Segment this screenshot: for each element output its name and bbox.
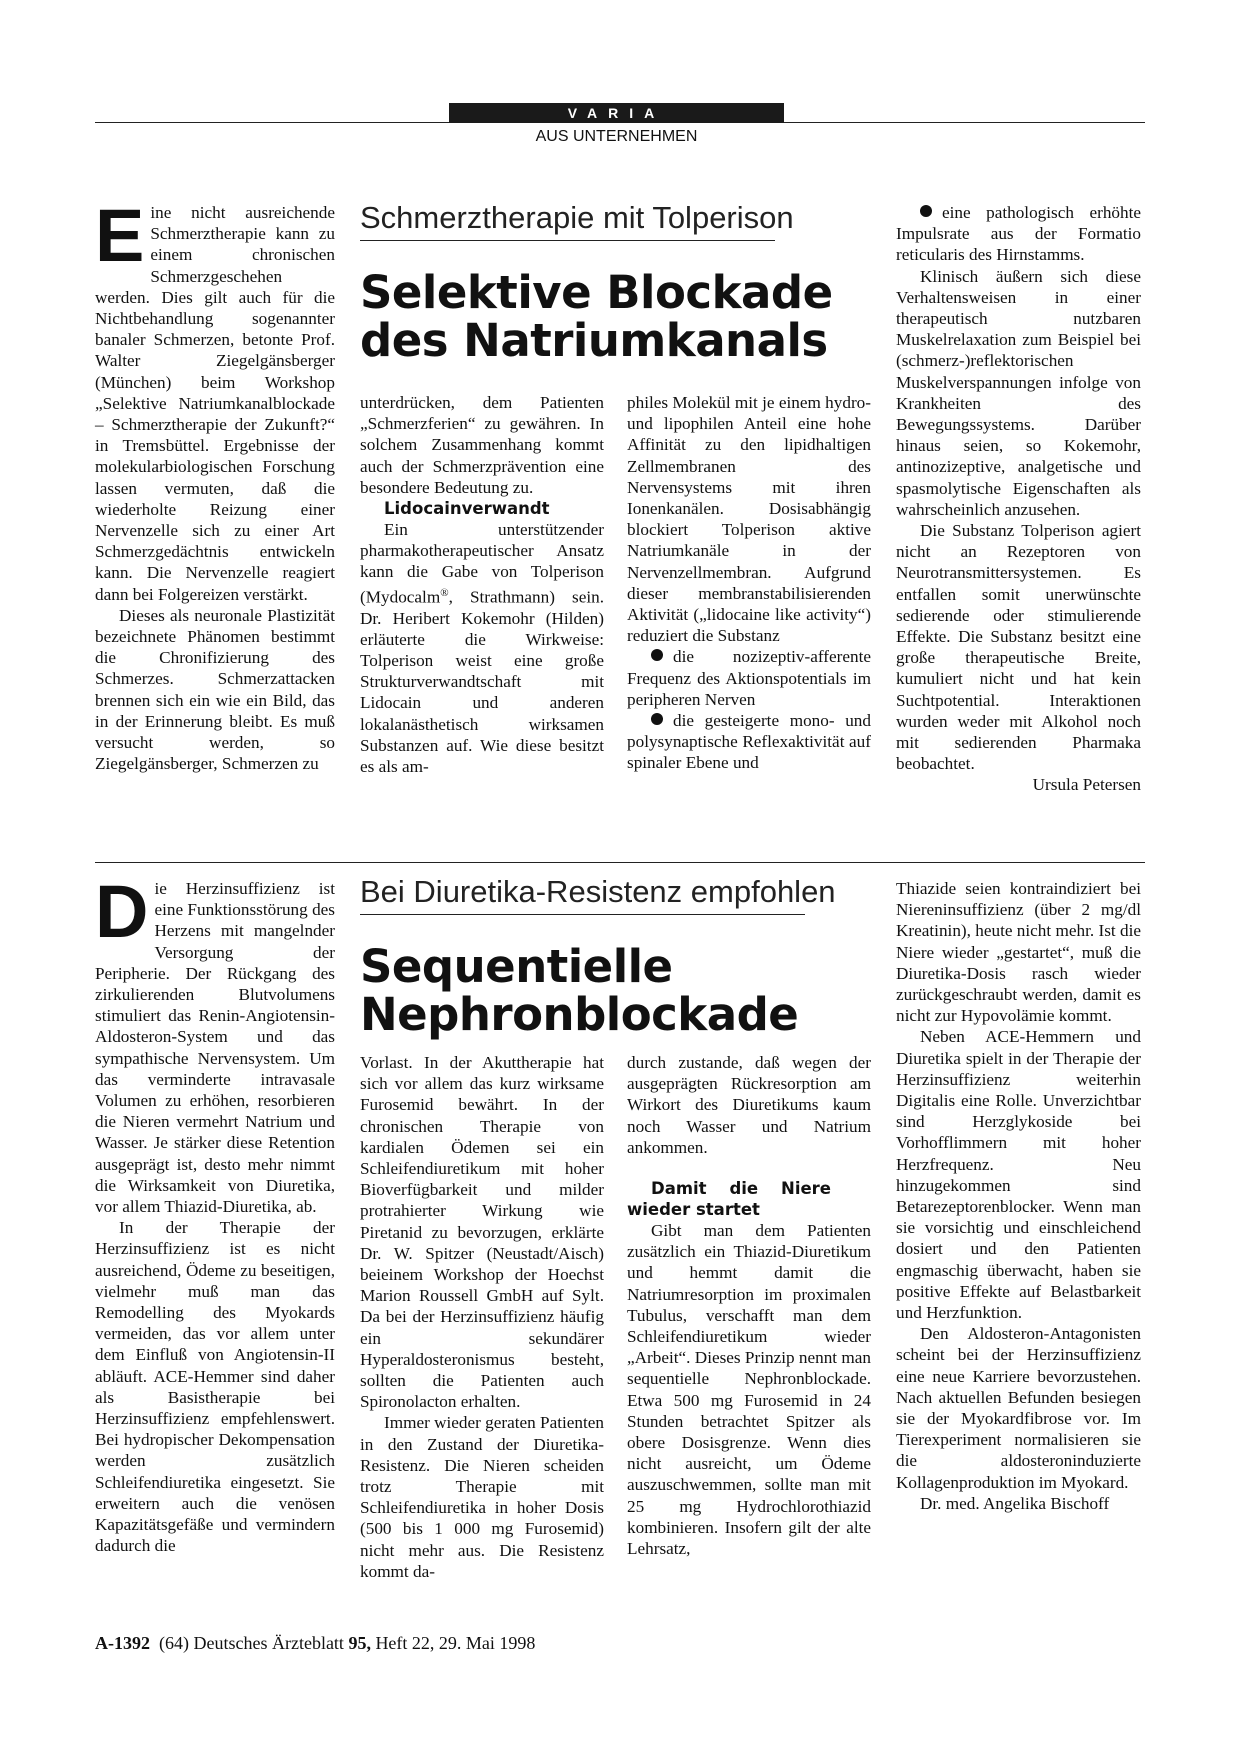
dropcap: E bbox=[95, 194, 145, 277]
article1-paragraph: Die Substanz Tolperison agiert nicht an Rezeptoren von Neurotransmittersystemen. Es entfallen somit unerwünschte sedierende oder stimulierende Effekte. Die Substanz besitzt eine große therapeutische Breite, kumuliert nicht und hat kein Suchtpotential. Interaktionen wurden weder mit Alkohol noch mit sedierenden Pharmaka beobachtet. bbox=[896, 521, 1141, 774]
article1-paragraph: unterdrücken, dem Patienten „Schmerzferien“ zu gewähren. In solchem Zusammenhang kommt auch der Schmerzprävention eine besondere Bedeutung zu. bbox=[360, 393, 604, 497]
issue-date: Heft 22, 29. Mai 1998 bbox=[375, 1633, 536, 1653]
bullet-icon bbox=[920, 205, 932, 217]
article1-bullet: eine pathologisch erhöhte Impulsrate aus der Formatio reticularis des Hirnstamms. bbox=[896, 203, 1141, 265]
article1-bullet: die nozizeptiv-afferente Frequenz des Aktionspotentials im peripheren Nerven bbox=[627, 647, 871, 709]
varia-label: VARIA bbox=[449, 103, 784, 123]
article2-paragraph: durch zustande, daß wegen der ausgeprägten Rückresorption am Wirkort des Diuretikums kaum noch Wasser und Natrium ankommen. bbox=[627, 1053, 871, 1157]
article1-headline-line2: des Natriumkanals bbox=[360, 314, 828, 367]
article1-column-1 bbox=[95, 194, 335, 774]
article1-paragraph: philes Molekül mit je einem hydro- und lipophilen Anteil eine hohe Affinität zu den lipidhaltigen Zellmembranen des Nervensystems mit ihren Ionenkanälen. Dosisabhängig blockiert Tolperison aktive Natriumkanäle in der Nervenzellmembran. Aufgrund dieser membranstabilisierenden Aktivität („lidocaine like activity“) reduziert die Substanz bbox=[627, 393, 871, 646]
registered-mark: ® bbox=[440, 586, 449, 599]
article1-paragraph: Klinisch äußern sich diese Verhaltensweisen in einer therapeutisch nutzbaren Muskelrelaxation zum Beispiel bei (schmerz-)reflektorischen Muskelverspannungen infolge von Krankheiten des Bewegungssystems. Darüber hinaus seien, so Kokemohr, antinozizeptive, analgetische und spasmolytische Eigenschaften als wahrscheinlich anzusehen. bbox=[896, 266, 1141, 519]
article2-column-3 bbox=[627, 1052, 871, 1559]
kicker-underline bbox=[360, 240, 775, 241]
section-title: AUS UNTERNEHMEN bbox=[535, 128, 698, 145]
article1-kicker: Schmerztherapie mit Tolperison bbox=[360, 200, 794, 235]
bullet-icon bbox=[651, 649, 663, 661]
article2-paragraph: ie Herzinsuffizienz ist eine Funktionsstörung des Herzens mit mangelnder Versorgung der Peripherie. Der Rückgang des zirkulierenden Blutvolumens stimuliert das Renin-Angiotensin-Aldosteron-System und das sympathische Nervensystem. Um das verminderte intravasale Volumen zu erhöhen, resorbieren die Nieren vermehrt Natrium und Wasser. Je stärker diese Retention ausgeprägt ist, desto mehr nimmt die Wirksamkeit von Diuretika, vor allem Thiazid-Diuretika, ab. bbox=[95, 879, 335, 1217]
article1-column-4 bbox=[896, 202, 1141, 796]
article1-paragraph: ine nicht ausreichende Schmerztherapie kann zu einem chronischen Schmerzgeschehen werden. Dies gilt auch für die Nichtbehandlung sogenannter banaler Schmerzen, betonte Prof. Walter Ziegelgänsberger (München) beim Workshop „Selektive Natriumkanalblockade – Schmerztherapie der Zukunft?“ in Tremsbüttel. Ergebnisse der molekularbiologischen Forschung lassen vermuten, daß die wiederholte Reizung einer Nervenzelle sich zu einer Art Schmerzgedächtnis entwickeln kann. Die Nervenzelle reagiert dann bei Folgereizen verstärkt. bbox=[95, 203, 335, 604]
article-divider bbox=[95, 862, 1145, 863]
article2-kicker: Bei Diuretika-Resistenz empfohlen bbox=[360, 874, 836, 909]
article2-paragraph: In der Therapie der Herzinsuffizienz ist es nicht ausreichend, Ödeme zu beseitigen, vielmehr muß man das Remodelling des Myokards vermeiden, das vor allem unter dem Einfluß von Angiotensin-II abläuft. ACE-Hemmer sind daher als Basistherapie bei Herzinsuffizienz empfehlenswert. Bei hydropischer Dekompensation werden zusätzlich Schleifendiuretika eingesetzt. Sie erweitern auch die venösen Kapazitätsgefäße und vermindern dadurch die bbox=[95, 1218, 335, 1556]
article2-subhead: Damit die Niere wieder startet bbox=[627, 1179, 831, 1220]
article2-paragraph: Neben ACE-Hemmern und Diuretika spielt in der Therapie der Herzinsuffizienz weiterhin Digitalis eine Rolle. Unverzichtbar sind Herzglykoside bei Vorhofflimmern mit hoher Herzfrequenz. Neu hinzugekommen sind Betarezeptorenblocker. Wenn man sie vorsichtig und einschleichend dosiert und den Patienten engmaschig überwacht, haben sie positive Effekte auf Belastbarkeit und Herzfunktion. bbox=[896, 1027, 1141, 1323]
article1-bullet: die gesteigerte mono- und polysynaptische Reflexaktivität auf spinaler Ebene und bbox=[627, 711, 871, 773]
article2-headline-line2: Nephronblockade bbox=[360, 988, 799, 1041]
article2-column-1 bbox=[95, 870, 335, 1557]
article2-author: Dr. med. Angelika Bischoff bbox=[920, 1493, 1110, 1513]
article2-paragraph: Immer wieder geraten Patienten in den Zustand der Diuretika-Resistenz. Die Nieren scheiden trotz Therapie mit Schleifendiuretika in hoher Dosis (500 bis 1 000 mg Furosemid) nicht mehr aus. Die Resistenz kommt da- bbox=[360, 1413, 604, 1581]
page-footer bbox=[95, 1633, 535, 1654]
article1-paragraph: Ein unterstützender pharmakotherapeutischer Ansatz kann die Gabe von Tolperison (Mydocalm bbox=[360, 520, 604, 607]
article1-column-3 bbox=[627, 392, 871, 774]
article1-subhead: Lidocainverwandt bbox=[384, 499, 550, 519]
article2-column-4 bbox=[896, 878, 1141, 1514]
article1-author: Ursula Petersen bbox=[1032, 775, 1141, 795]
volume-number: 95, bbox=[348, 1633, 371, 1653]
journal-name: (64) Deutsches Ärzteblatt bbox=[159, 1633, 344, 1653]
dropcap: D bbox=[95, 870, 149, 953]
article2-column-2 bbox=[360, 1052, 604, 1582]
article2-headline-line1: Sequentielle bbox=[360, 940, 673, 993]
article2-paragraph: Gibt man dem Patienten zusätzlich ein Thiazid-Diuretikum und hemmt damit die Natriumresorption im proximalen Tubulus, verschafft man dem Schleifendiuretikum wieder „Arbeit“. Dieses Prinzip nennt man sequentielle Nephronblockade. Etwa 500 mg Furosemid in 24 Stunden betrachtet Spitzer als obere Dosisgrenze. Wenn dies nicht ausreicht, um Ödeme auszuschwemmen, sollte man mit 25 mg Hydrochlorothiazid kombinieren. Insofern gilt der alte Lehrsatz, bbox=[627, 1221, 871, 1559]
article1-paragraph: , Strathmann) sein. Dr. Heribert Kokemohr (Hilden) erläuterte die Wirkweise: Tolperison weist eine große Strukturverwandtschaft mit Lidocain und anderen lokalanästhetisch wirksamen Substanzen auf. Wie diese besitzt es als am- bbox=[360, 587, 604, 776]
article2-paragraph: Thiazide seien kontraindiziert bei Niereninsuffizienz (über 2 mg/dl Kreatinin), heute nicht mehr. Ist die Niere wieder „gestartet“, muß die Diuretika-Dosis rasch wieder zurückgeschraubt werden, damit es nicht zur Hypovolämie kommt. bbox=[896, 879, 1141, 1026]
article1-headline-line1: Selektive Blockade bbox=[360, 266, 833, 319]
bullet-icon bbox=[651, 713, 663, 725]
article2-paragraph: Vorlast. In der Akuttherapie hat sich vor allem das kurz wirksame Furosemid bewährt. In der chronischen Therapie von kardialen Ödemen sei ein Schleifendiuretikum mit hoher Bioverfügbarkeit und milder protrahierter Wirkung wie Piretanid zu bevorzugen, erklärte Dr. W. Spitzer (Neustadt/Aisch) beieinem Workshop der Hoechst Marion Roussell GmbH auf Sylt. Da bei der Herzinsuffizienz häufig ein sekundärer Hyperaldosteronismus besteht, sollten die Patienten auch Spironolacton erhalten. bbox=[360, 1053, 604, 1412]
page-number: A-1392 bbox=[95, 1633, 150, 1653]
article1-paragraph: Dieses als neuronale Plastizität bezeichnete Phänomen bestimmt die Chronifizierung des Schmerzes. Schmerzattacken brennen sich ein wie ein Bild, das in der Erinnerung bleibt. Es muß versucht werden, so Ziegelgänsberger, Schmerzen zu bbox=[95, 605, 335, 774]
kicker-underline bbox=[360, 914, 805, 915]
article1-column-2 bbox=[360, 392, 604, 777]
article2-paragraph: Den Aldosteron-Antagonisten scheint bei der Herzinsuffizienz eine neue Karriere bevorzustehen. Nach aktuellen Befunden besiegen sie der Myokardfibrose vor. Im Tierexperiment normalisieren sie die aldosteroninduzierte Kollagenproduktion im Myokard. bbox=[896, 1324, 1141, 1492]
